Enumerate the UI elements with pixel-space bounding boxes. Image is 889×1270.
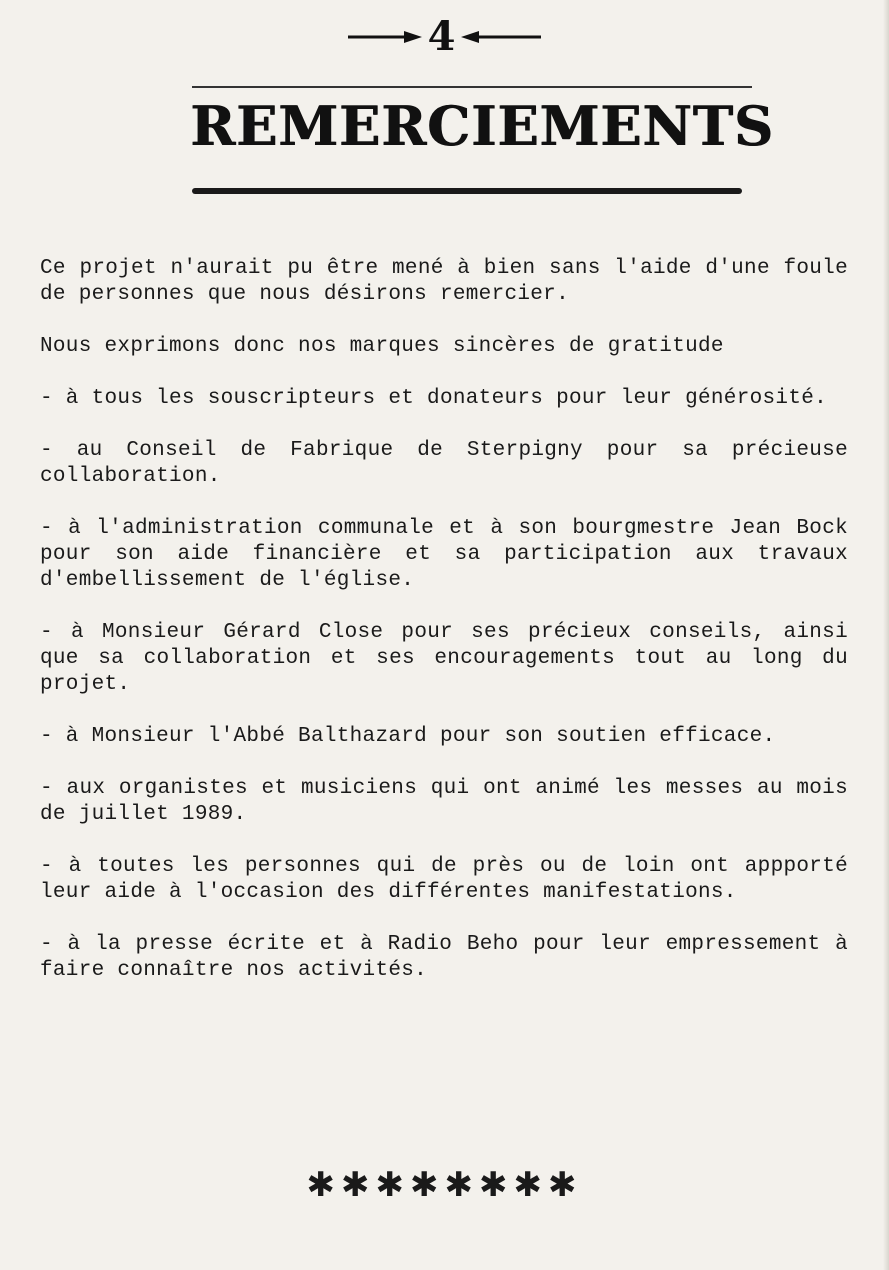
paragraph-intro: Ce projet n'aurait pu être mené à bien sans l'aide d'une foule de personnes que nous désirons remercier. xyxy=(40,257,848,306)
paragraph-souscripteurs: - à tous les souscripteurs et donateurs pour leur générosité. xyxy=(40,387,828,410)
acknowledgements-body xyxy=(40,256,848,984)
page-number-header xyxy=(0,14,889,60)
paragraph-gratitude: Nous exprimons donc nos marques sincères de gratitude xyxy=(40,335,724,358)
page-title: REMERCIEMENTS xyxy=(190,94,774,158)
paragraph-administration: - à l'administration communale et à son bourgmestre Jean Bock pour son aide financière et sa participation aux travaux d'embellissement de l'église. xyxy=(40,517,848,592)
closing-ornament: ✱✱✱✱✱✱✱✱ xyxy=(306,1165,583,1205)
paragraph-organistes: - aux organistes et musiciens qui ont animé les messes au mois de juillet 1989. xyxy=(40,777,848,826)
page-number: 4 xyxy=(427,13,456,60)
title-rule-top xyxy=(192,86,752,88)
paragraph-conseil-fabrique: - au Conseil de Fabrique de Sterpigny pour sa précieuse collaboration. xyxy=(40,439,848,488)
paragraph-abbe: - à Monsieur l'Abbé Balthazard pour son soutien efficace. xyxy=(40,725,776,748)
title-rule-bottom xyxy=(192,188,742,194)
paragraph-personnes: - à toutes les personnes qui de près ou de loin ont appporté leur aide à l'occasion des différentes manifestations. xyxy=(40,855,848,904)
page-edge-shadow xyxy=(883,0,889,1270)
arrow-right-icon xyxy=(348,30,422,44)
arrow-left-icon xyxy=(461,30,541,44)
paragraph-presse: - à la presse écrite et à Radio Beho pour leur empressement à faire connaître nos activités. xyxy=(40,933,848,982)
paragraph-gerard-close: - à Monsieur Gérard Close pour ses précieux conseils, ainsi que sa collaboration et ses encouragements tout au long du projet. xyxy=(40,621,848,696)
